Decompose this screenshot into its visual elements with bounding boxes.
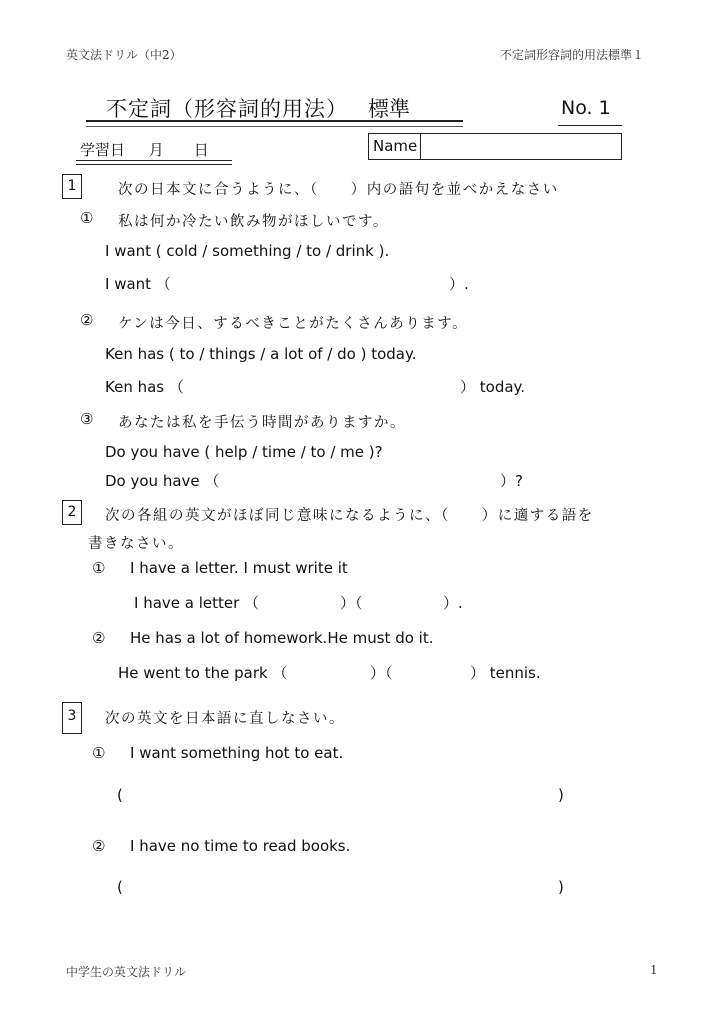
question-japanese: ケンは今日、するべきことがたくさんあります。 — [118, 316, 469, 332]
answer-suffix: ） tennis. — [470, 664, 541, 682]
question-sentence: I have no time to read books. — [130, 837, 351, 855]
page-number: 1 — [650, 963, 658, 977]
footer-left: 中学生の英文法ドリル — [66, 965, 187, 979]
question-prompt: I want ( cold / something / to / drink ). — [105, 242, 390, 260]
title-underline — [86, 120, 463, 127]
section-3-instruction: 次の英文を日本語に直しなさい。 — [105, 711, 345, 727]
answer-prefix: Ken has （ — [105, 378, 184, 396]
answer-middle: ）（ — [370, 664, 393, 682]
answer-open-paren: ( — [117, 878, 123, 896]
answer-prefix: He went to the park （ — [118, 664, 288, 682]
date-underline — [76, 160, 232, 165]
question-prompt: Ken has ( to / things / a lot of / do ) today. — [105, 345, 417, 363]
section-number-1: 1 — [62, 174, 82, 199]
difficulty-level: 標準 — [368, 97, 410, 121]
answer-prefix: I want （ — [105, 275, 171, 293]
sheet-number: No. 1 — [561, 97, 611, 119]
question-prompt: Do you have ( help / time / to / me )? — [105, 443, 383, 461]
answer-suffix: ）. — [449, 275, 469, 293]
section-2-instruction: 次の各組の英文がほぼ同じ意味になるように、（ ）に適する語を — [105, 508, 594, 524]
answer-open-paren: ( — [117, 786, 123, 804]
answer-suffix: ） today. — [460, 378, 526, 396]
answer-suffix: ）? — [500, 472, 523, 490]
question-sentence: He has a lot of homework.He must do it. — [130, 629, 434, 647]
number-underline — [558, 125, 622, 126]
section-number-2: 2 — [62, 500, 82, 525]
answer-prefix: Do you have （ — [105, 472, 220, 490]
question-marker: ① — [92, 744, 106, 762]
name-box — [368, 133, 622, 160]
name-field[interactable] — [421, 134, 621, 159]
name-label: Name — [369, 134, 421, 159]
question-marker: ② — [92, 837, 106, 855]
header-left: 英文法ドリル（中2） — [66, 48, 182, 62]
question-sentence: I want something hot to eat. — [130, 744, 344, 762]
section-2-instruction-cont: 書きなさい。 — [88, 536, 184, 552]
answer-suffix: ）. — [443, 594, 463, 612]
answer-prefix: I have a letter （ — [134, 594, 260, 612]
answer-close-paren: ) — [558, 878, 564, 896]
section-1-instruction: 次の日本文に合うように、（ ）内の語句を並べかえなさい — [118, 182, 559, 198]
section-number-3: 3 — [62, 702, 82, 734]
question-marker: ② — [80, 311, 94, 329]
page-title: 不定詞（形容詞的用法） — [106, 97, 348, 121]
question-marker: ① — [92, 559, 106, 577]
question-marker: ① — [80, 209, 94, 227]
answer-middle: ）（ — [340, 594, 363, 612]
answer-close-paren: ) — [558, 786, 564, 804]
study-date-label: 学習日 月 日 — [80, 141, 209, 159]
question-japanese: 私は何か冷たい飲み物がほしいです。 — [118, 214, 389, 230]
question-japanese: あなたは私を手伝う時間がありますか。 — [118, 415, 406, 431]
question-sentence: I have a letter. I must write it — [130, 559, 348, 577]
question-marker: ② — [92, 629, 106, 647]
question-marker: ③ — [80, 410, 94, 428]
header-right: 不定詞形容詞的用法標準１ — [500, 48, 645, 62]
